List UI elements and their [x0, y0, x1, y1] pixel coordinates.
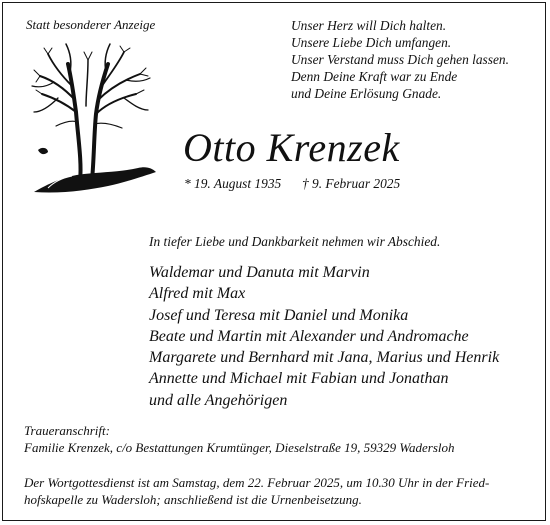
service-info: [24, 474, 489, 508]
tree-illustration: [28, 42, 158, 194]
address-label: Traueranschrift:: [24, 423, 110, 438]
mourner-line: Annette und Michael mit Fabian und Jonathan: [149, 370, 449, 388]
poem: [291, 17, 509, 102]
address-line: Familie Krenzek, c/o Bestattungen Krumtünger, Dieselstraße 19, 59329 Wadersloh: [24, 440, 455, 455]
service-line: hofskapelle zu Wadersloh; anschließend ist die Urnenbeisetzung.: [24, 492, 362, 507]
poem-line: Unsere Liebe Dich umfangen.: [291, 35, 452, 50]
poem-line: und Deine Erlösung Gnade.: [291, 86, 442, 101]
address-block: [24, 422, 455, 456]
birth-date: * 19. August 1935: [184, 176, 282, 191]
mourners-list: [149, 262, 499, 411]
death-date: † 9. Februar 2025: [302, 176, 401, 191]
farewell-text: In tiefer Liebe und Dankbarkeit nehmen wir Abschied.: [149, 234, 441, 249]
poem-line: Denn Deine Kraft war zu Ende: [291, 69, 458, 84]
mourner-line: Margarete und Bernhard mit Jana, Marius und Henrik: [149, 349, 500, 367]
poem-line: Unser Verstand muss Dich gehen lassen.: [291, 52, 509, 67]
service-line: Der Wortgottesdienst ist am Samstag, dem 22. Februar 2025, um 10.30 Uhr in der Fried-: [24, 475, 490, 490]
poem-line: Unser Herz will Dich halten.: [291, 18, 447, 33]
notice-label: Statt besonderer Anzeige: [26, 17, 156, 32]
mourner-line: Josef und Teresa mit Daniel und Monika: [149, 306, 409, 324]
mourner-line: Beate und Martin mit Alexander und Andromache: [149, 327, 469, 345]
mourner-line: Alfred mit Max: [149, 285, 246, 303]
deceased-name: Otto Krenzek: [183, 125, 400, 170]
mourner-line: und alle Angehörigen: [149, 391, 288, 409]
mourner-line: Waldemar und Danuta mit Marvin: [149, 264, 370, 281]
